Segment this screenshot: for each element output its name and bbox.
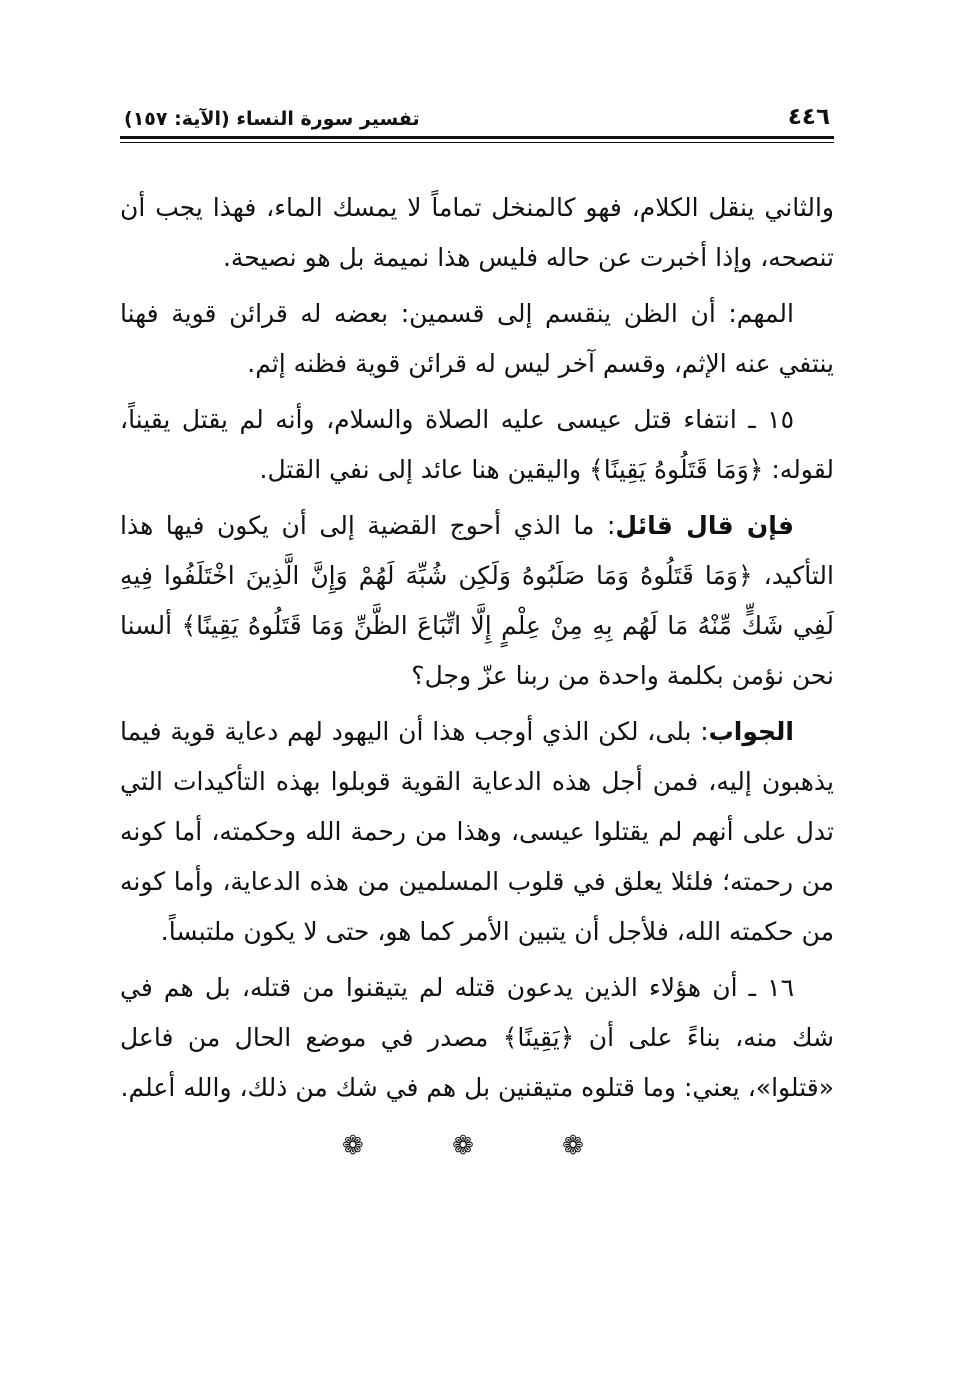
header-rule-thick [120, 136, 834, 139]
text-run: : ما الذي أحوج القضية إلى أن يكون فيها هذا التأكيد، [120, 511, 834, 590]
quran-verse: ﴿وَمَا قَتَلُوهُ يَقِينًا﴾ [589, 455, 764, 484]
text-run: ١٥ ـ انتفاء قتل عيسى عليه الصلاة والسلام، وأنه لم يقتل يقيناً، لقوله: [120, 405, 834, 484]
page-header [120, 92, 834, 136]
book-page [120, 92, 834, 1312]
text-run: ألسنا نحن نؤمن بكلمة واحدة من ربنا عزّ وجل؟ [120, 611, 834, 690]
text-run: مصدر في موضع الحال من فاعل «قتلوا»، يعني: وما قتلوه متيقنين بل هم في شك من ذلك، والله أعلم. [120, 1023, 834, 1102]
text-run: ١٦ ـ أن هؤلاء الذين يدعون قتله لم يتيقنوا من قتله، بل هم في شك منه، بناءً على أن [120, 973, 834, 1052]
page-body [120, 183, 834, 1113]
quran-verse: ﴿وَمَا قَتَلُوهُ وَمَا صَلَبُوهُ وَلَكِن شُبِّهَ لَهُمْ وَإِنَّ الَّذِينَ اخْتَلَفُوا فِيهِ لَفِي شَكٍّ مِّنْهُ مَا لَهُم بِهِ مِنْ عِلْمٍ إِلَّا اتِّبَاعَ الظَّنِّ وَمَا قَتَلُوهُ يَقِينًا﴾ [120, 561, 834, 640]
paragraph [120, 183, 834, 283]
paragraph [120, 289, 834, 389]
paragraph [120, 963, 834, 1113]
answer-label: الجواب [708, 717, 794, 746]
section-ornaments [120, 1131, 834, 1161]
paragraph [120, 501, 834, 701]
paragraph [120, 707, 834, 957]
ornament-icon: ❁ [342, 1131, 392, 1161]
ornament-icon: ❁ [452, 1131, 502, 1161]
paragraph [120, 395, 834, 495]
text-run: : بلى، لكن الذي أوجب هذا أن اليهود لهم دعاية قوية فيما يذهبون إليه، فمن أجل هذه الدعاية القوية قوبلوا بهذه التأكيدات التي تدل على أنهم لم يقتلوا عيسى، وهذا من رحمة الله وحكمته، أما كونه من رحمته؛ فلئلا يعلق في قلوب المسلمين من هذه الدعاية، وأما كونه من حكمته الله، فلأجل أن يتبين الأمر كما هو، حتى لا يكون ملتبساً. [120, 717, 834, 946]
text-run: والثاني ينقل الكلام، فهو كالمنخل تماماً لا يمسك الماء، فهذا يجب أن تنصحه، وإذا أخبرت عن حاله فليس هذا نميمة بل هو نصيحة. [120, 193, 834, 272]
question-label: فإن قال قائل [615, 511, 794, 540]
page-number: ٤٤٦ [787, 104, 830, 130]
text-run: واليقين هنا عائد إلى نفي القتل. [259, 455, 590, 484]
text-run: المهم: أن الظن ينقسم إلى قسمين: بعضه له قرائن قوية فهنا ينتفي عنه الإثم، وقسم آخر ليس له قرائن قوية فظنه إثم. [120, 299, 834, 378]
ornament-icon: ❁ [562, 1131, 612, 1161]
running-title: تفسير سورة النساء (الآية: ١٥٧) [124, 108, 420, 130]
quran-verse: ﴿يَقِينًا﴾ [502, 1023, 575, 1052]
header-rule-thin [120, 142, 834, 143]
